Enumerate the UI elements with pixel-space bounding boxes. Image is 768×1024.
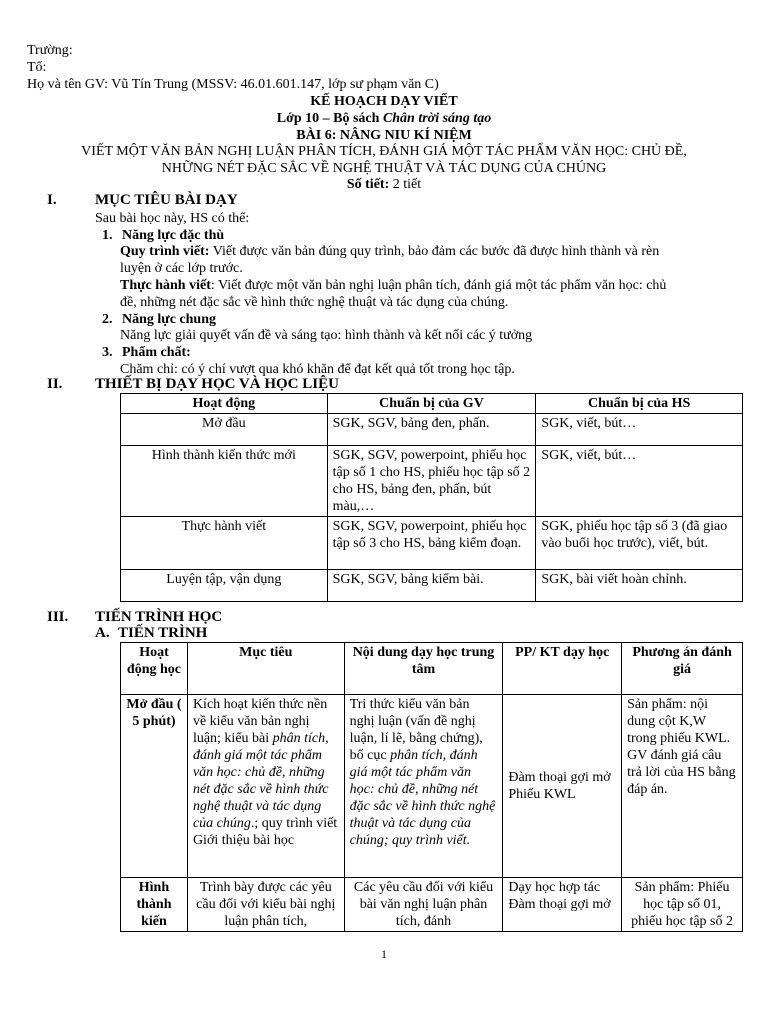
evaluation-cell: Sản phẩm: Phiếu học tập số 01, phiếu học tập số 2: [622, 878, 743, 932]
thuc-hanh-viet-line1: [120, 277, 666, 294]
table-cell: SGK, SGV, powerpoint, phiếu học tập số 3 cho HS, bảng kiểm đoạn.: [327, 517, 536, 570]
quy-trinh-viet-label: Quy trình viết:: [120, 244, 210, 259]
thuc-hanh-viet-line2: đề, những nét đặc sắc về hình thức nghệ thuật và tác dụng của chúng.: [120, 295, 509, 310]
school-line: Trường:: [27, 43, 73, 58]
item1-number: 1.: [102, 228, 113, 243]
section1-intro: Sau bài học này, HS có thể:: [95, 211, 250, 226]
table-header-row: [121, 394, 743, 414]
periods-label: Số tiết:: [346, 177, 390, 192]
goal-cell: [187, 695, 344, 878]
quy-trinh-viet-line2: luyện ở các lớp trước.: [120, 261, 243, 276]
content-text-a: Tri thức kiểu văn bản nghị luận (vấn đề nghị luận, lí lẽ, bằng chứng), bố cục: [349, 697, 483, 763]
evaluation-cell: Sản phẩm: nội dung cột K,W trong phiếu KWL. GV đánh giá câu trả lời của HS bằng đáp án.: [622, 695, 743, 878]
subsection-a-title: TIẾN TRÌNH: [118, 625, 208, 641]
method-cell: [503, 878, 622, 932]
teacher-line: Họ và tên GV: Vũ Tín Trung (MSSV: 46.01.601.147, lớp sư phạm văn C): [27, 77, 439, 92]
section2-title: THIẾT BỊ DẠY HỌC VÀ HỌC LIỆU: [95, 376, 339, 392]
header-activity: Hoạt động: [121, 394, 328, 414]
table-cell: Hình thành kiến thức mới: [121, 446, 328, 517]
table-row: [121, 695, 743, 878]
topic-line-1: VIẾT MỘT VĂN BẢN NGHỊ LUẬN PHÂN TÍCH, ĐÁNH GIÁ MỘT TÁC PHẨM VĂN HỌC: CHỦ ĐỀ,: [81, 144, 687, 159]
equipment-table: [120, 393, 743, 602]
process-table: [120, 642, 743, 932]
method-text-1: Dạy học hợp tác: [508, 880, 601, 895]
thuc-hanh-viet-label: Thực hành viết: [120, 278, 211, 293]
header-evaluation: Phương án đánh giá: [622, 643, 743, 695]
table-cell: Luyện tập, vận dụng: [121, 570, 328, 602]
item2-text: Năng lực giải quyết vấn đề và sáng tạo: hình thành và kết nối các ý tưởng: [120, 328, 533, 343]
activity-cell: Hình thành kiến: [121, 878, 188, 932]
grade-prefix: Lớp 10 – Bộ sách: [276, 111, 383, 126]
table-cell: SGK, SGV, bảng đen, phấn.: [327, 414, 536, 446]
method-text-2: Phiếu KWL: [508, 787, 576, 802]
goal-text-a: Kích hoạt kiến thức nền về kiểu văn bản nghị luận; kiểu bài: [192, 697, 328, 746]
table-cell: SGK, SGV, bảng kiểm bài.: [327, 570, 536, 602]
header-method: PP/ KT dạy học: [503, 643, 622, 695]
section3-title: TIẾN TRÌNH HỌC: [95, 609, 223, 625]
table-row: [121, 517, 743, 570]
goal-text-b: phân tích, đánh giá một tác phẩm văn học: chủ đề, những nét đặc sắc về hình thức nghệ thuật và tác dụng của chúng: [192, 731, 329, 831]
table-cell: Mở đầu: [121, 414, 328, 446]
thuc-hanh-viet-text: : Viết được một văn bản nghị luận phân tích, đánh giá một tác phẩm văn học: chủ: [210, 278, 667, 293]
item1-title: Năng lực đặc thù: [122, 228, 225, 243]
table-cell: SGK, phiếu học tập số 3 (đã giao vào buổi học trước), viết, bút.: [536, 517, 743, 570]
page-number: 1: [381, 947, 387, 961]
section2-number: II.: [47, 376, 63, 392]
table-row: [121, 878, 743, 932]
item3-text: Chăm chỉ: có ý chí vượt qua khó khăn để đạt kết quả tốt trong học tập.: [120, 362, 515, 377]
activity-cell: Mở đầu ( 5 phút): [121, 695, 188, 878]
method-text-2: Đàm thoại gợi mở: [508, 897, 611, 912]
section1-number: I.: [47, 192, 57, 208]
item2-number: 2.: [102, 312, 113, 327]
table-row: [121, 570, 743, 602]
item3-title: Phẩm chất:: [122, 345, 191, 360]
header-activity: Hoạt động học: [121, 643, 188, 695]
lesson-title: BÀI 6: NÂNG NIU KÍ NIỆM: [296, 128, 472, 143]
header-teacher-prep: Chuẩn bị của GV: [327, 394, 536, 414]
subsection-a-number: A.: [95, 625, 110, 641]
quy-trinh-viet-line1: [120, 243, 659, 260]
method-cell: [503, 695, 622, 878]
grade-line: [0, 110, 768, 127]
content-cell: [344, 695, 503, 878]
grade-book: Chân trời sáng tạo: [382, 111, 492, 126]
section1-title: MỤC TIÊU BÀI DẠY: [95, 192, 238, 208]
periods-line: [0, 176, 768, 193]
item3-number: 3.: [102, 345, 113, 360]
table-row: [121, 414, 743, 446]
table-cell: SGK, SGV, powerpoint, phiếu học tập số 1 cho HS, phiếu học tập số 2 cho HS, bảng đen, phấn, bút màu,…: [327, 446, 536, 517]
group-line: Tổ:: [27, 60, 47, 75]
method-text-1: Đàm thoại gợi mở: [508, 770, 611, 785]
content-cell: Các yêu cầu đối với kiểu bài văn nghị luận phân tích, đánh: [344, 878, 503, 932]
goal-text-d: Giới thiệu bài học: [192, 833, 295, 848]
goal-cell: Trình bày được các yêu cầu đối với kiểu bài nghị luận phân tích,: [187, 878, 344, 932]
table-cell: Thực hành viết: [121, 517, 328, 570]
plan-title: KẾ HOẠCH DẠY VIẾT: [310, 94, 458, 109]
header-goal: Mục tiêu: [187, 643, 344, 695]
header-student-prep: Chuẩn bị của HS: [536, 394, 743, 414]
section3-number: III.: [47, 609, 69, 625]
table-cell: SGK, viết, bút…: [536, 446, 743, 517]
goal-text-c: .; quy trình viết: [250, 816, 338, 831]
table-cell: SGK, bài viết hoàn chỉnh.: [536, 570, 743, 602]
table-cell: SGK, viết, bút…: [536, 414, 743, 446]
header-content: Nội dung dạy học trung tâm: [344, 643, 503, 695]
table-header-row: [121, 643, 743, 695]
content-text-b: phân tích, đánh giá một tác phẩm văn học: chủ đề, những nét đặc sắc về hình thức nghệ thuật và tác dụng của chúng; quy trình viết.: [349, 748, 496, 848]
item2-title: Năng lực chung: [122, 312, 216, 327]
quy-trinh-viet-text: Viết được văn bản đúng quy trình, bảo đảm các bước đã được hình thành và rèn: [209, 244, 660, 259]
periods-value: 2 tiết: [389, 177, 422, 192]
table-row: [121, 446, 743, 517]
topic-line-2: NHỮNG NÉT ĐẶC SẮC VỀ NGHỆ THUẬT VÀ TÁC DỤNG CỦA CHÚNG: [161, 161, 607, 176]
